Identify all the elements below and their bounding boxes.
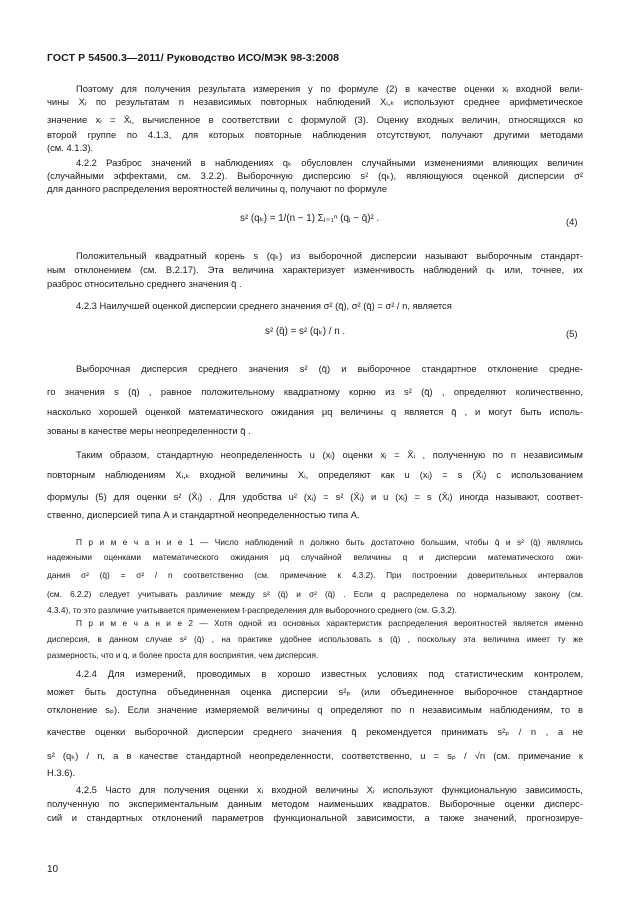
page-number: 10 [47, 864, 59, 875]
note-line: П р и м е ч а н и е 1 — Число наблюдений n должно быть достаточно большим, чтобы q̄ и s² (q̄) являлись [76, 537, 583, 547]
formula-4: s² (qₖ) = 1/(n − 1) Σⱼ₌₁ⁿ (qⱼ − q̄)² . [240, 213, 380, 224]
document-header: ГОСТ Р 54500.3—2011/ Руководство ИСО/МЭК 98-3:2008 [47, 52, 340, 64]
text-line: го значения s (q̄) , равное положительному квадратному корню из s² (q̄) , определяют количественно, [47, 386, 583, 397]
text-line: второй группе по 4.1.3, для которых повторные наблюдения отсутствуют, получают другими методами [47, 129, 583, 140]
text-line: Выборочная дисперсия среднего значения s² (q̄) и выборочное стандартное отклонение средне- [76, 363, 583, 374]
text-line: ным отклонением (см. B.2.17). Эта величина характеризует изменчивость наблюдений qₖ или, точнее, их [47, 264, 583, 275]
text-line: качестве оценки выборочной дисперсии среднего значения q̄ рекомендуется принимать s²ₚ / n , а не [47, 726, 583, 737]
equation-number: (5) [566, 328, 578, 339]
text-line: H.3.6). [47, 767, 76, 778]
text-line: 4.2.4 Для измерений, проводимых в хорошо известных условиях под статистическим контролем, [76, 668, 583, 679]
note-line: (см. 6.2.2) следует учитывать различие между s² (q̄) и σ² (q̄) . Если q распределена по нормальному закону (см. [47, 589, 583, 599]
text-line: s² (qₖ) / n, а в качестве стандартной неопределенности, соответственно, u = sₚ / √n (см. примечание к [47, 750, 583, 761]
equation-number: (4) [566, 216, 578, 227]
text-line: Таким образом, стандартную неопределенность u (xᵢ) оценки xᵢ = X̄ᵢ , полученную по n независимым [76, 449, 583, 460]
text-line: разброс относительно среднего значения q̄ . [47, 278, 242, 289]
note-line: размерность, что и q, и более проста для восприятия, чем дисперсия. [47, 650, 319, 660]
text-line: насколько хорошей оценкой математического ожидания μq величины q является q̄ , и могут быть исполь- [47, 406, 583, 417]
text-line: может быть доступна объединенная оценка дисперсии s²ₚ (или объединенное выборочное стандартное [47, 686, 583, 697]
note-line: П р и м е ч а н и е 2 — Хотя одной из основных характеристик распределения вероятностей является именно [76, 618, 583, 628]
text-line: отклонение sₚ). Если значение измеряемой величины q определяют по n независимым наблюдениям, то в [47, 704, 583, 715]
text-line: чины Xᵢ по результатам n независимых повторных наблюдений Xᵢ,ₖ используют среднее арифметическое [47, 96, 583, 107]
note-line: 4.3.4), то это различие учитывается применением t-распределения для выборочного среднего (см. G.3.2). [47, 605, 457, 615]
text-line: полученную по экспериментальным данным методом наименьших квадратов. Выборочные оценки дисперс- [47, 798, 583, 809]
text-line: ственно, дисперсией типа А и стандартной неопределенностью типа А. [47, 509, 360, 520]
text-line: повторным наблюдениям Xᵢ,ₖ входной величины Xᵢ, определяют как u (xᵢ) = s (X̄ᵢ) с использованием [47, 469, 583, 480]
text-line: Положительный квадратный корень s (qₖ) из выборочной дисперсии называют выборочным стандарт- [76, 250, 583, 261]
note-line: дисперсия, в данном случае s² (q̄) , на практике удобнее использовать s (q̄) , поскольку эта величина имеет ту же [47, 634, 583, 644]
text-line: Поэтому для получения результата измерения y по формуле (2) в качестве оценки xᵢ входной вели- [76, 83, 583, 94]
text-line: (случайными эффектами, см. 3.2.2). Выборочную дисперсию s² (qₖ), являющуюся оценкой дисперсии σ² [47, 170, 583, 181]
text-line: (см. 4.1.3). [47, 142, 94, 153]
text-line: 4.2.5 Часто для получения оценки xᵢ входной величины Xᵢ используют функциональную зависимость, [76, 784, 583, 795]
text-line: 4.2.2 Разброс значений в наблюдениях qₖ обусловлен случайными изменениями влияющих величин [76, 157, 583, 168]
note-line: надежными оценками математического ожидания μq случайной величины q и дисперсии математического ожи- [47, 552, 583, 562]
formula-5: s² (q̄) = s² (qₖ) / n . [265, 326, 346, 337]
text-line: сий и стандартных отклонений параметров функциональной зависимости, а также значений, прогнозируе- [47, 812, 583, 823]
note-line: дания σ² (q̄) = σ² / n соответственно (см. примечание к 4.3.2). При построении доверительных интервалов [47, 570, 583, 580]
text-line: формулы (5) для оценки s² (X̄ᵢ) . Для удобства u² (xᵢ) = s² (X̄ᵢ) и u (xᵢ) = s (X̄ᵢ) иногда называют, соответ- [47, 491, 583, 502]
text-line: зованы в качестве меры неопределенности q̄ . [47, 425, 251, 436]
text-line: 4.2.3 Наилучшей оценкой дисперсии среднего значения σ² (q̄), σ² (q̄) = σ² / n, является [76, 300, 452, 311]
text-line: для данного распределения вероятностей величины q, получают по формуле [47, 183, 388, 194]
text-line: значение xᵢ = X̄ᵢ, вычисленное в соответствии с формулой (3). Оценку входных величин, относящихся ко [47, 114, 583, 125]
